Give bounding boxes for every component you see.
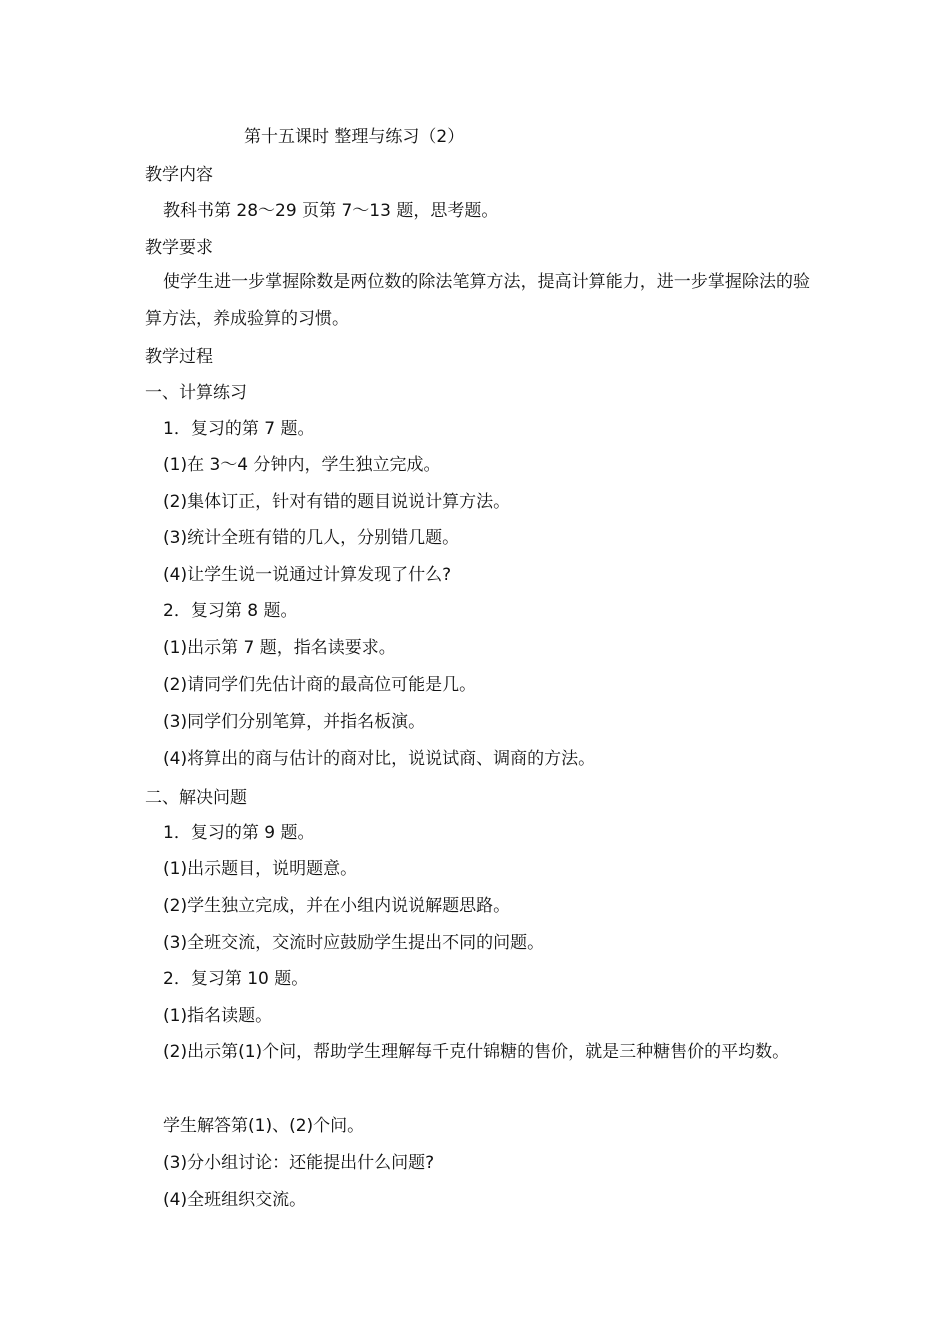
part1-item2-step: (2)请同学们先估计商的最高位可能是几。: [163, 675, 477, 695]
part1-item1-step: (4)让学生说一说通过计算发现了什么?: [163, 565, 452, 585]
requirements-text: 使学生进一步掌握除数是两位数的除法笔算方法，提高计算能力，进一步掌握除法的验算方法，养成验算的习惯。: [145, 272, 810, 329]
document-title: 第十五课时 整理与练习（2）: [244, 127, 465, 147]
section-heading-process: 教学过程: [145, 347, 213, 367]
part2-item2-note: 学生解答第(1)、(2)个问。: [163, 1116, 365, 1136]
part2-item1-step: (3)全班交流，交流时应鼓励学生提出不同的问题。: [163, 933, 545, 953]
part2-heading: 二、解决问题: [145, 788, 247, 808]
section-heading-content: 教学内容: [145, 165, 213, 185]
part1-item1-step: (2)集体订正，针对有错的题目说说计算方法。: [163, 492, 511, 512]
part1-item2-step: (4)将算出的商与估计的商对比，说说试商、调商的方法。: [163, 749, 596, 769]
part1-item1-step: (3)统计全班有错的几人，分别错几题。: [163, 528, 460, 548]
part2-item2-step: (4)全班组织交流。: [163, 1190, 307, 1210]
part1-item2-step: (1)出示第 7 题，指名读要求。: [163, 638, 396, 658]
section-heading-requirements: 教学要求: [145, 238, 213, 258]
part2-item1: 1．复习的第 9 题。: [163, 823, 315, 843]
part1-item2: 2．复习第 8 题。: [163, 601, 298, 621]
part1-heading: 一、计算练习: [145, 383, 247, 403]
part2-item1-step: (2)学生独立完成，并在小组内说说解题思路。: [163, 896, 511, 916]
part1-item1-step: (1)在 3～4 分钟内，学生独立完成。: [163, 455, 441, 475]
part2-item2-step: (3)分小组讨论：还能提出什么问题?: [163, 1153, 435, 1173]
part2-item2-step: (2)出示第(1)个问，帮助学生理解每千克什锦糖的售价，就是三种糖售价的平均数。: [163, 1042, 790, 1062]
part2-item2: 2．复习第 10 题。: [163, 969, 309, 989]
part2-item1-step: (1)出示题目，说明题意。: [163, 859, 358, 879]
part1-item1: 1．复习的第 7 题。: [163, 419, 315, 439]
part2-item2-step: (1)指名读题。: [163, 1006, 273, 1026]
content-text: 教科书第 28～29 页第 7～13 题，思考题。: [163, 201, 499, 221]
part1-item2-step: (3)同学们分别笔算，并指名板演。: [163, 712, 426, 732]
